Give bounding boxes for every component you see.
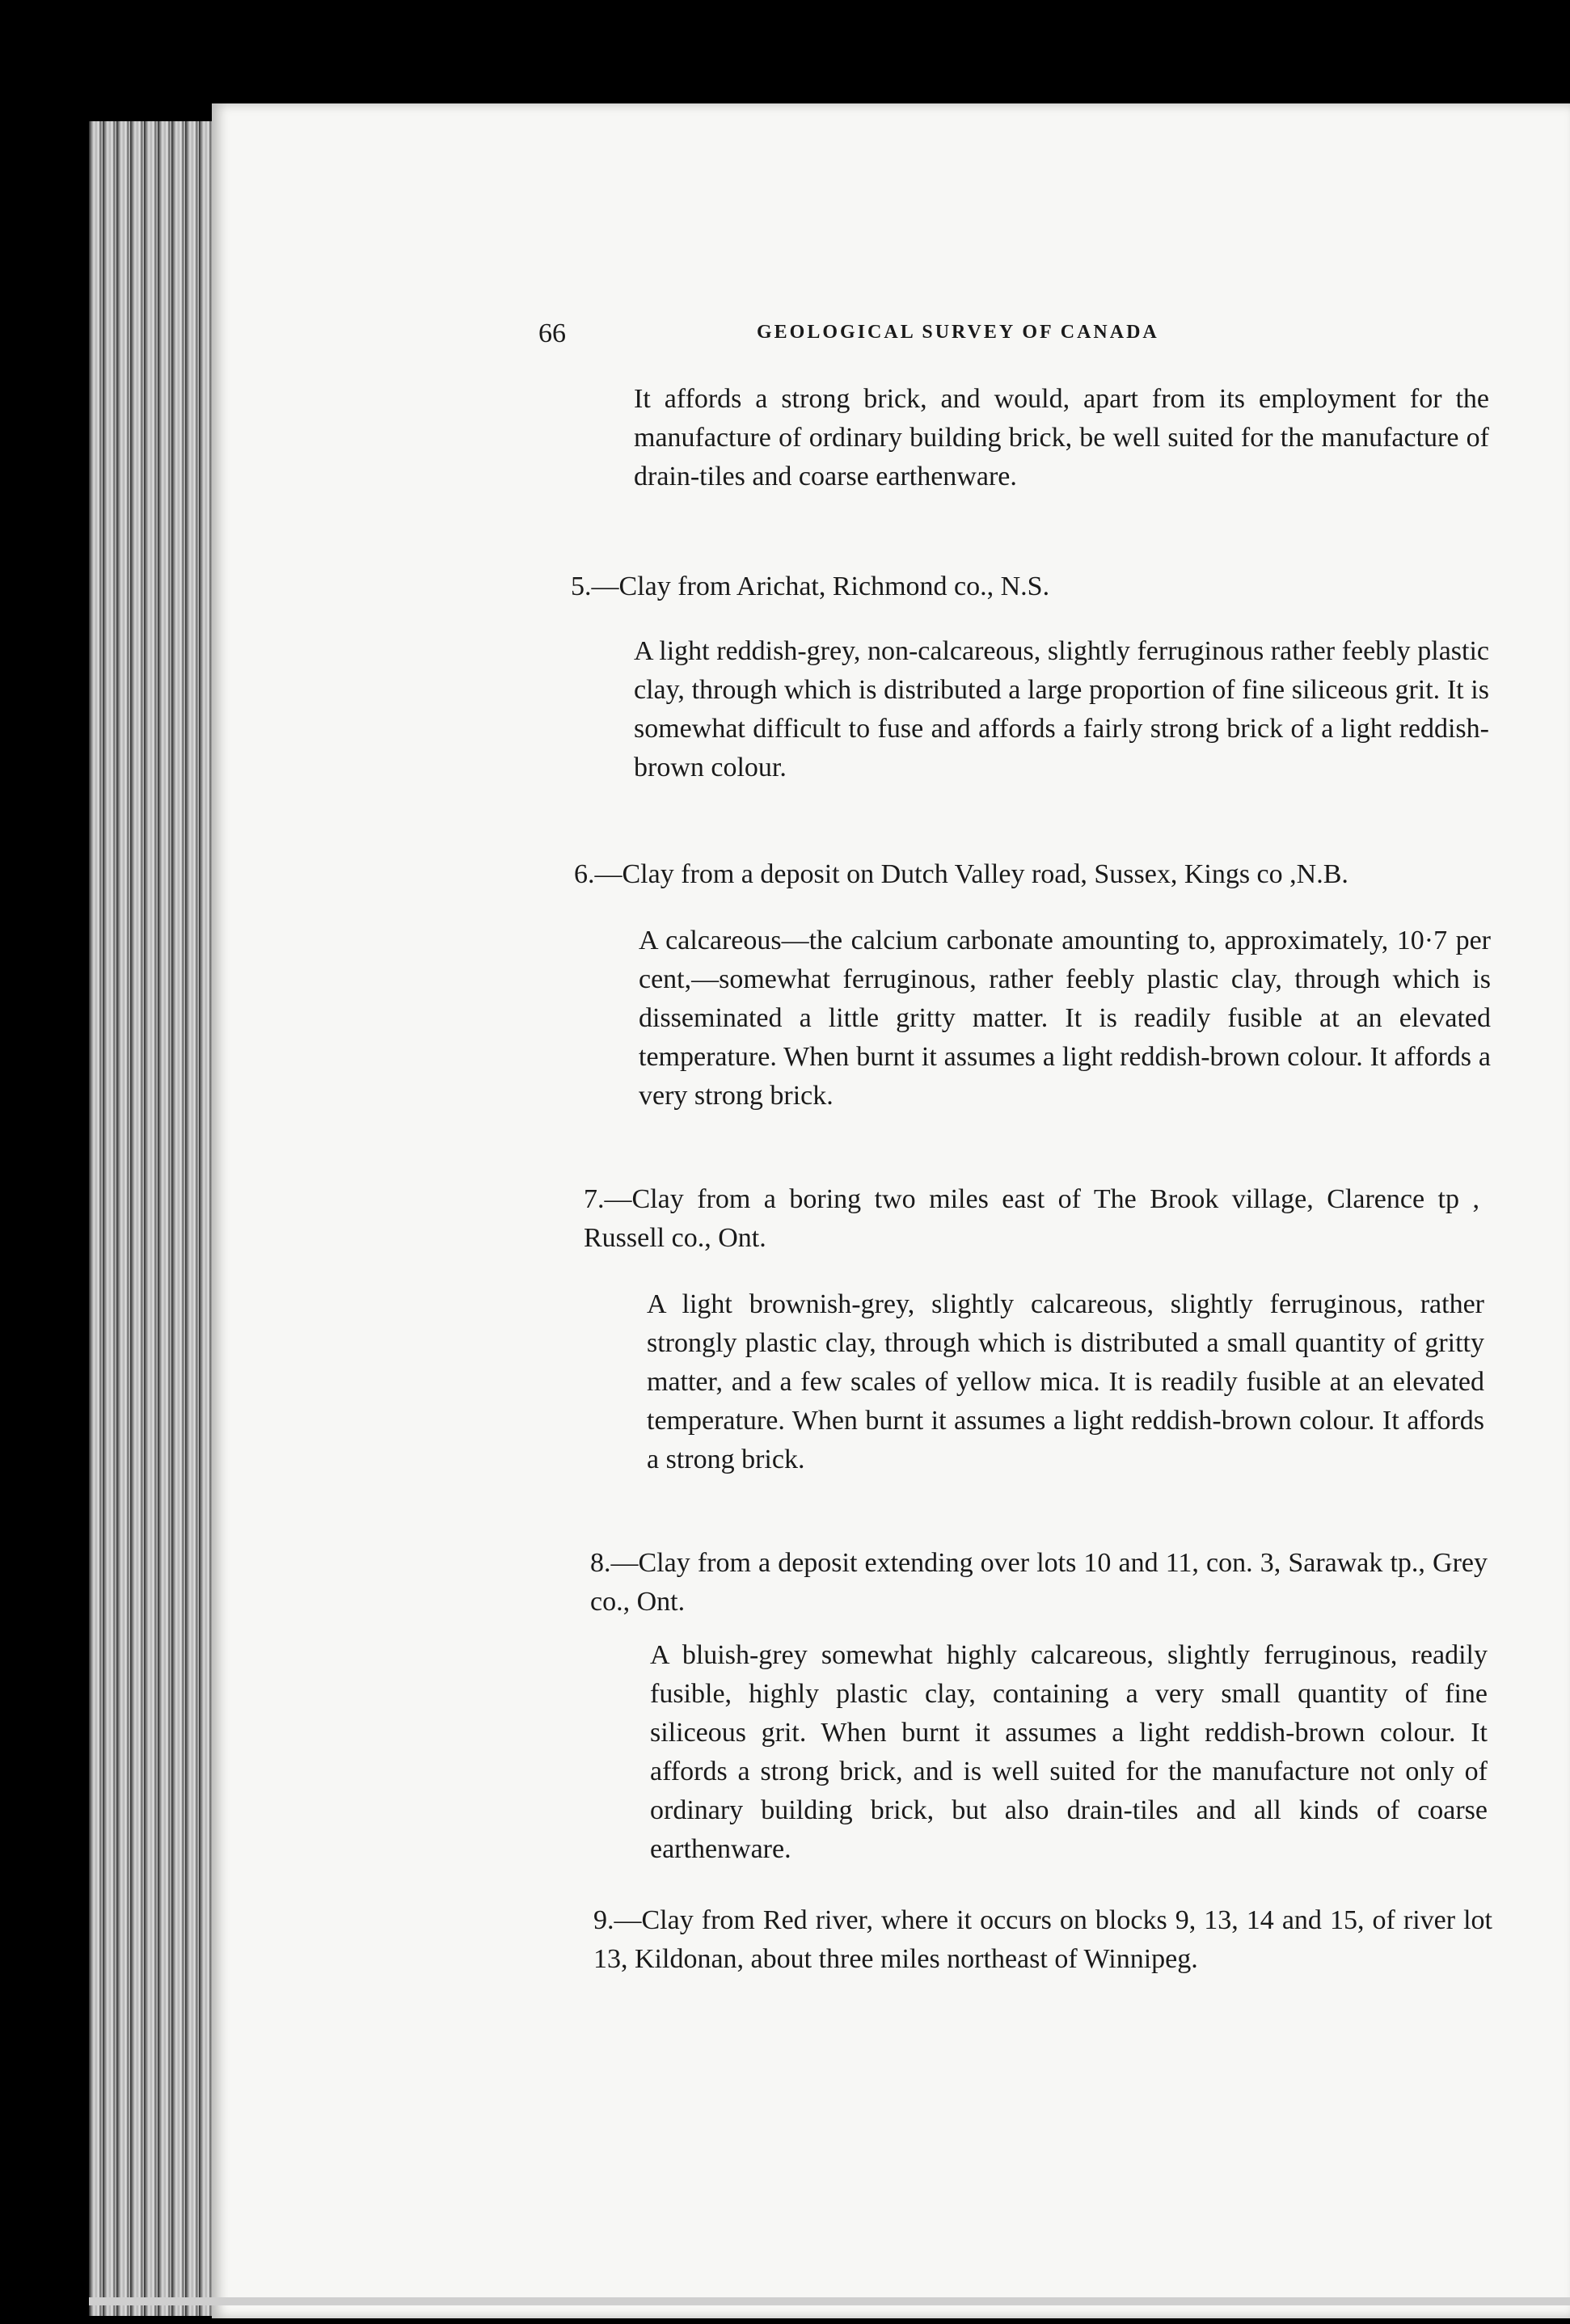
running-title: GEOLOGICAL SURVEY OF CANADA xyxy=(757,322,1159,343)
book-bottom-edge xyxy=(89,2297,1570,2305)
page-number: 66 xyxy=(538,318,566,348)
entry-heading-6: 6.—Clay from a deposit on Dutch Valley road, Sussex, Kings co ,N.B. xyxy=(574,859,1348,889)
entry-heading-7: 7.—Clay from a boring two miles east of The Brook village, Clarence tp , Russell co., Ont. xyxy=(584,1184,1479,1253)
paragraph-continuation: It affords a strong brick, and would, apart from its employment for the manufacture of ordinary building brick, be well suited for the manufacture of drain-tiles and coarse earthenware. xyxy=(634,384,1489,491)
entry-heading-9: 9.—Clay from Red river, where it occurs on blocks 9, 13, 14 and 15, of river lot 13, Kildonan, about three miles northeast of Winnipeg. xyxy=(593,1905,1492,1974)
entry-heading-8: 8.—Clay from a deposit extending over lots 10 and 11, con. 3, Sarawak tp., Grey co., Ont. xyxy=(590,1548,1488,1617)
entry-description-6: A calcareous—the calcium carbonate amounting to, approximately, 10·7 per cent,—somewhat ferruginous, rather feebly plastic clay, through which is disseminated a little gritty matter. It is readily fusible at an elevated temperature. When burnt it assumes a light reddish-brown colour. It affords a very strong brick. xyxy=(639,926,1491,1111)
entry-description-8: A bluish-grey somewhat highly calcareous, slightly ferruginous, readily fusible, highly plastic clay, containing a very small quantity of fine siliceous grit. When burnt it assumes a light reddish-brown colour. It affords a strong brick, and is well suited for the manufacture not only of ordinary building brick, but also drain-tiles and all kinds of coarse earthenware. xyxy=(650,1640,1488,1864)
entry-description-7: A light brownish-grey, slightly calcareous, slightly ferruginous, rather strongly plastic clay, through which is distributed a small quantity of gritty matter, and a few scales of yellow mica. It is readily fusible at an elevated temperature. When burnt it assumes a light reddish-brown colour. It affords a strong brick. xyxy=(647,1289,1484,1474)
entry-heading-5: 5.—Clay from Arichat, Richmond co., N.S. xyxy=(571,572,1050,601)
book-page-edges xyxy=(89,121,218,2316)
entry-description-5: A light reddish-grey, non-calcareous, slightly ferruginous rather feebly plastic clay, through which is distributed a large proportion of fine siliceous grit. It is somewhat difficult to fuse and affords a fairly strong brick of a light reddish-brown colour. xyxy=(634,636,1489,782)
